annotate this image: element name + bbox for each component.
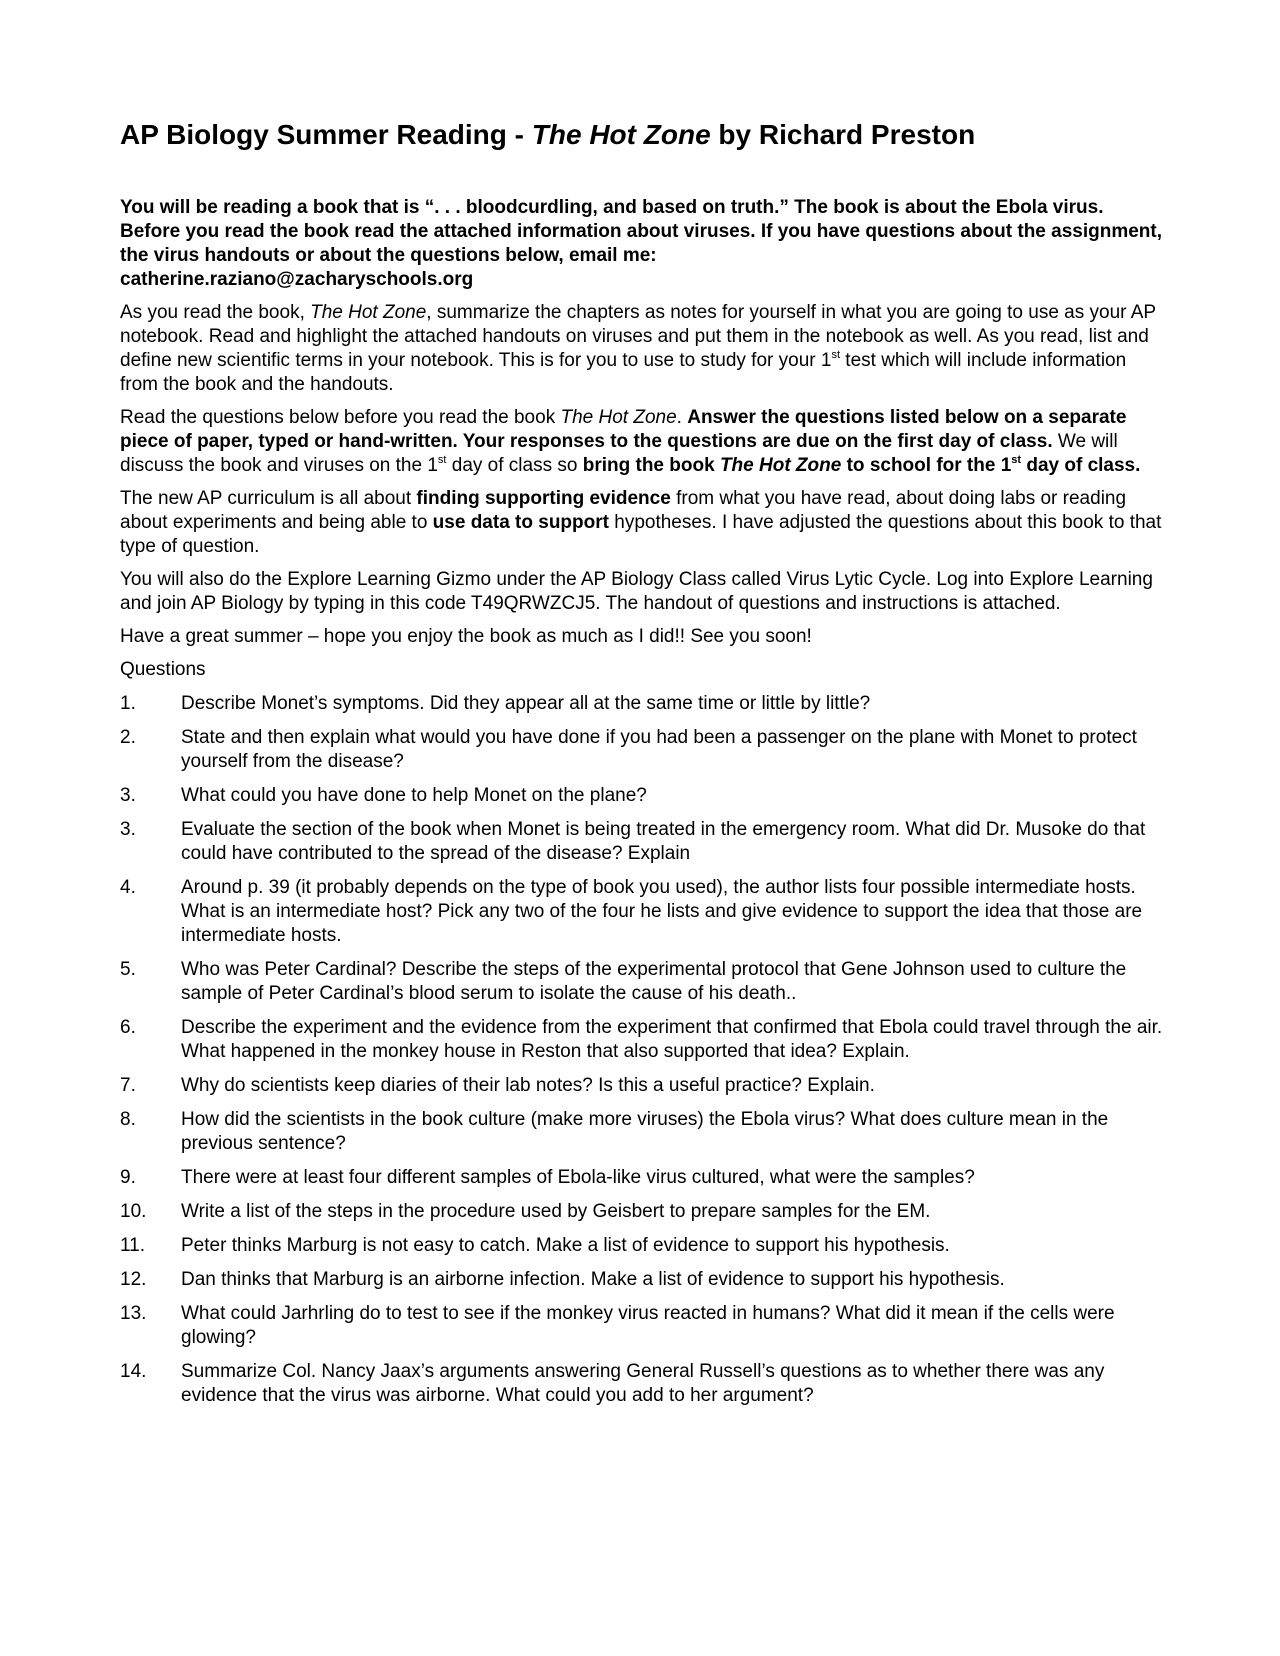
question-text: Summarize Col. Nancy Jaax’s arguments answering General Russell’s questions as to whether there was any evidence that the virus was airborne. What could you add to her argument? xyxy=(181,1361,1105,1406)
text-run: day of class so xyxy=(446,455,583,476)
bold-text: finding supporting evidence xyxy=(416,488,671,509)
question-text: Describe the experiment and the evidence from the experiment that confirmed that Ebola could travel through the air. What happened in the monkey house in Reston that also supported that idea? Explain. xyxy=(181,1017,1163,1062)
book-title: The Hot Zone xyxy=(560,407,677,428)
question-number: 5. xyxy=(120,959,136,980)
bold-text: to school for the 1 xyxy=(841,455,1012,476)
question-text: Who was Peter Cardinal? Describe the steps of the experimental protocol that Gene Johnson used to culture the sample of Peter Cardinal’s blood serum to isolate the cause of his death.. xyxy=(181,959,1127,1004)
title-book: The Hot Zone xyxy=(531,119,711,150)
instructions-paragraph xyxy=(120,406,1165,478)
question-number: 3. xyxy=(120,819,136,840)
question-item xyxy=(120,1166,1165,1190)
question-item xyxy=(120,726,1165,774)
question-text: What could you have done to help Monet on the plane? xyxy=(181,785,647,806)
question-number: 11. xyxy=(120,1235,146,1256)
question-text: There were at least four different samples of Ebola-like virus cultured, what were the samples? xyxy=(181,1167,975,1188)
superscript: st xyxy=(437,453,447,466)
question-item xyxy=(120,818,1165,866)
email-address: catherine.raziano@zacharyschools.org xyxy=(120,269,474,290)
question-item xyxy=(120,958,1165,1006)
question-text: What could Jarhrling do to test to see if the monkey virus reacted in humans? What did it mean if the cells were glowing? xyxy=(181,1303,1115,1348)
curriculum-paragraph xyxy=(120,487,1165,559)
question-list xyxy=(120,692,1165,1408)
page-title xyxy=(120,118,1165,152)
text-run: from what you have read, about doing labs or reading about experiments and being able to xyxy=(120,488,1127,533)
question-number: 1. xyxy=(120,693,136,714)
question-number: 2. xyxy=(120,727,136,748)
question-number: 7. xyxy=(120,1075,136,1096)
superscript: st xyxy=(831,348,841,361)
title-author: by Richard Preston xyxy=(710,119,976,150)
question-number: 8. xyxy=(120,1109,136,1130)
text-run: test which will include information from the book and the handouts. xyxy=(120,350,1127,395)
title-prefix: AP Biology Summer Reading - xyxy=(120,119,532,150)
question-item xyxy=(120,876,1165,948)
question-text: State and then explain what would you have done if you had been a passenger on the plane with Monet to protect yourself from the disease? xyxy=(181,727,1137,772)
question-number: 3. xyxy=(120,785,136,806)
bold-text: day of class. xyxy=(1021,455,1141,476)
question-number: 9. xyxy=(120,1167,136,1188)
question-item xyxy=(120,1074,1165,1098)
question-item xyxy=(120,1016,1165,1064)
question-text: Dan thinks that Marburg is an airborne infection. Make a list of evidence to support his hypothesis. xyxy=(181,1269,1005,1290)
text-run: We will discuss the book and viruses on the 1 xyxy=(120,431,1118,476)
text-run: . xyxy=(676,407,688,428)
book-title: The Hot Zone xyxy=(310,302,427,323)
question-number: 6. xyxy=(120,1017,136,1038)
text-run: hypotheses. I have adjusted the questions about this book to that type of question. xyxy=(120,512,1162,557)
question-text: Describe Monet’s symptoms. Did they appear all at the same time or little by little? xyxy=(181,693,871,714)
bold-text: bring the book xyxy=(582,455,720,476)
question-item xyxy=(120,692,1165,716)
notebook-paragraph xyxy=(120,301,1165,397)
closing-paragraph: Have a great summer – hope you enjoy the book as much as I did!! See you soon! xyxy=(120,626,812,647)
question-number: 14. xyxy=(120,1361,147,1382)
intro-text: You will be reading a book that is “. . . bloodcurdling, and based on truth.” The book is about the Ebola virus. Before you read the book read the attached information about viruses. If you have questions about the assignment, the virus handouts or about the questions below, email me: xyxy=(120,197,1163,266)
question-item xyxy=(120,1234,1165,1258)
question-item xyxy=(120,1200,1165,1224)
question-text: How did the scientists in the book culture (make more viruses) the Ebola virus? What does culture mean in the previous sentence? xyxy=(181,1109,1109,1154)
text-run: , summarize the chapters as notes for yourself in what you are going to use as your AP notebook. Read and highlight the attached handouts on viruses and put them in the notebook as well. As you read, list and define new scientific terms in your notebook. This is for you to use to study for your 1 xyxy=(120,302,1156,371)
question-number: 10. xyxy=(120,1201,147,1222)
question-text: Peter thinks Marburg is not easy to catch. Make a list of evidence to support his hypothesis. xyxy=(181,1235,950,1256)
superscript: st xyxy=(1011,453,1022,466)
question-number: 13. xyxy=(120,1303,147,1324)
question-item xyxy=(120,1360,1165,1408)
question-text: Evaluate the section of the book when Monet is being treated in the emergency room. What did Dr. Musoke do that could have contributed to the spread of the disease? Explain xyxy=(181,819,1146,864)
question-item xyxy=(120,1302,1165,1350)
question-number: 12. xyxy=(120,1269,147,1290)
questions-heading: Questions xyxy=(120,659,206,680)
text-run: The new AP curriculum is all about xyxy=(120,488,417,509)
question-text: Around p. 39 (it probably depends on the type of book you used), the author lists four possible intermediate hosts. What is an intermediate host? Pick any two of the four he lists and give evidence to support the idea that those are intermediate hosts. xyxy=(181,877,1143,946)
document-page xyxy=(120,118,1165,1418)
question-number: 4. xyxy=(120,877,136,898)
text-run: As you read the book, xyxy=(120,302,311,323)
question-item xyxy=(120,784,1165,808)
text-run: Read the questions below before you read the book xyxy=(120,407,561,428)
gizmo-paragraph: You will also do the Explore Learning Gizmo under the AP Biology Class called Virus Lytic Cycle. Log into Explore Learning and join AP Biology by typing in this code T49QRWZCJ5. The handout of questions and instructions is attached. xyxy=(120,569,1153,614)
question-item xyxy=(120,1108,1165,1156)
question-text: Write a list of the steps in the procedure used by Geisbert to prepare samples for the EM. xyxy=(181,1201,931,1222)
bold-text: Answer the questions listed below on a separate piece of paper, typed or hand-written. Your responses to the questions are due on the first day of class. xyxy=(120,407,1127,452)
intro-paragraph xyxy=(120,196,1165,292)
question-text: Why do scientists keep diaries of their lab notes? Is this a useful practice? Explain. xyxy=(181,1075,875,1096)
bold-text: use data to support xyxy=(432,512,609,533)
question-item xyxy=(120,1268,1165,1292)
book-title: The Hot Zone xyxy=(719,455,842,476)
